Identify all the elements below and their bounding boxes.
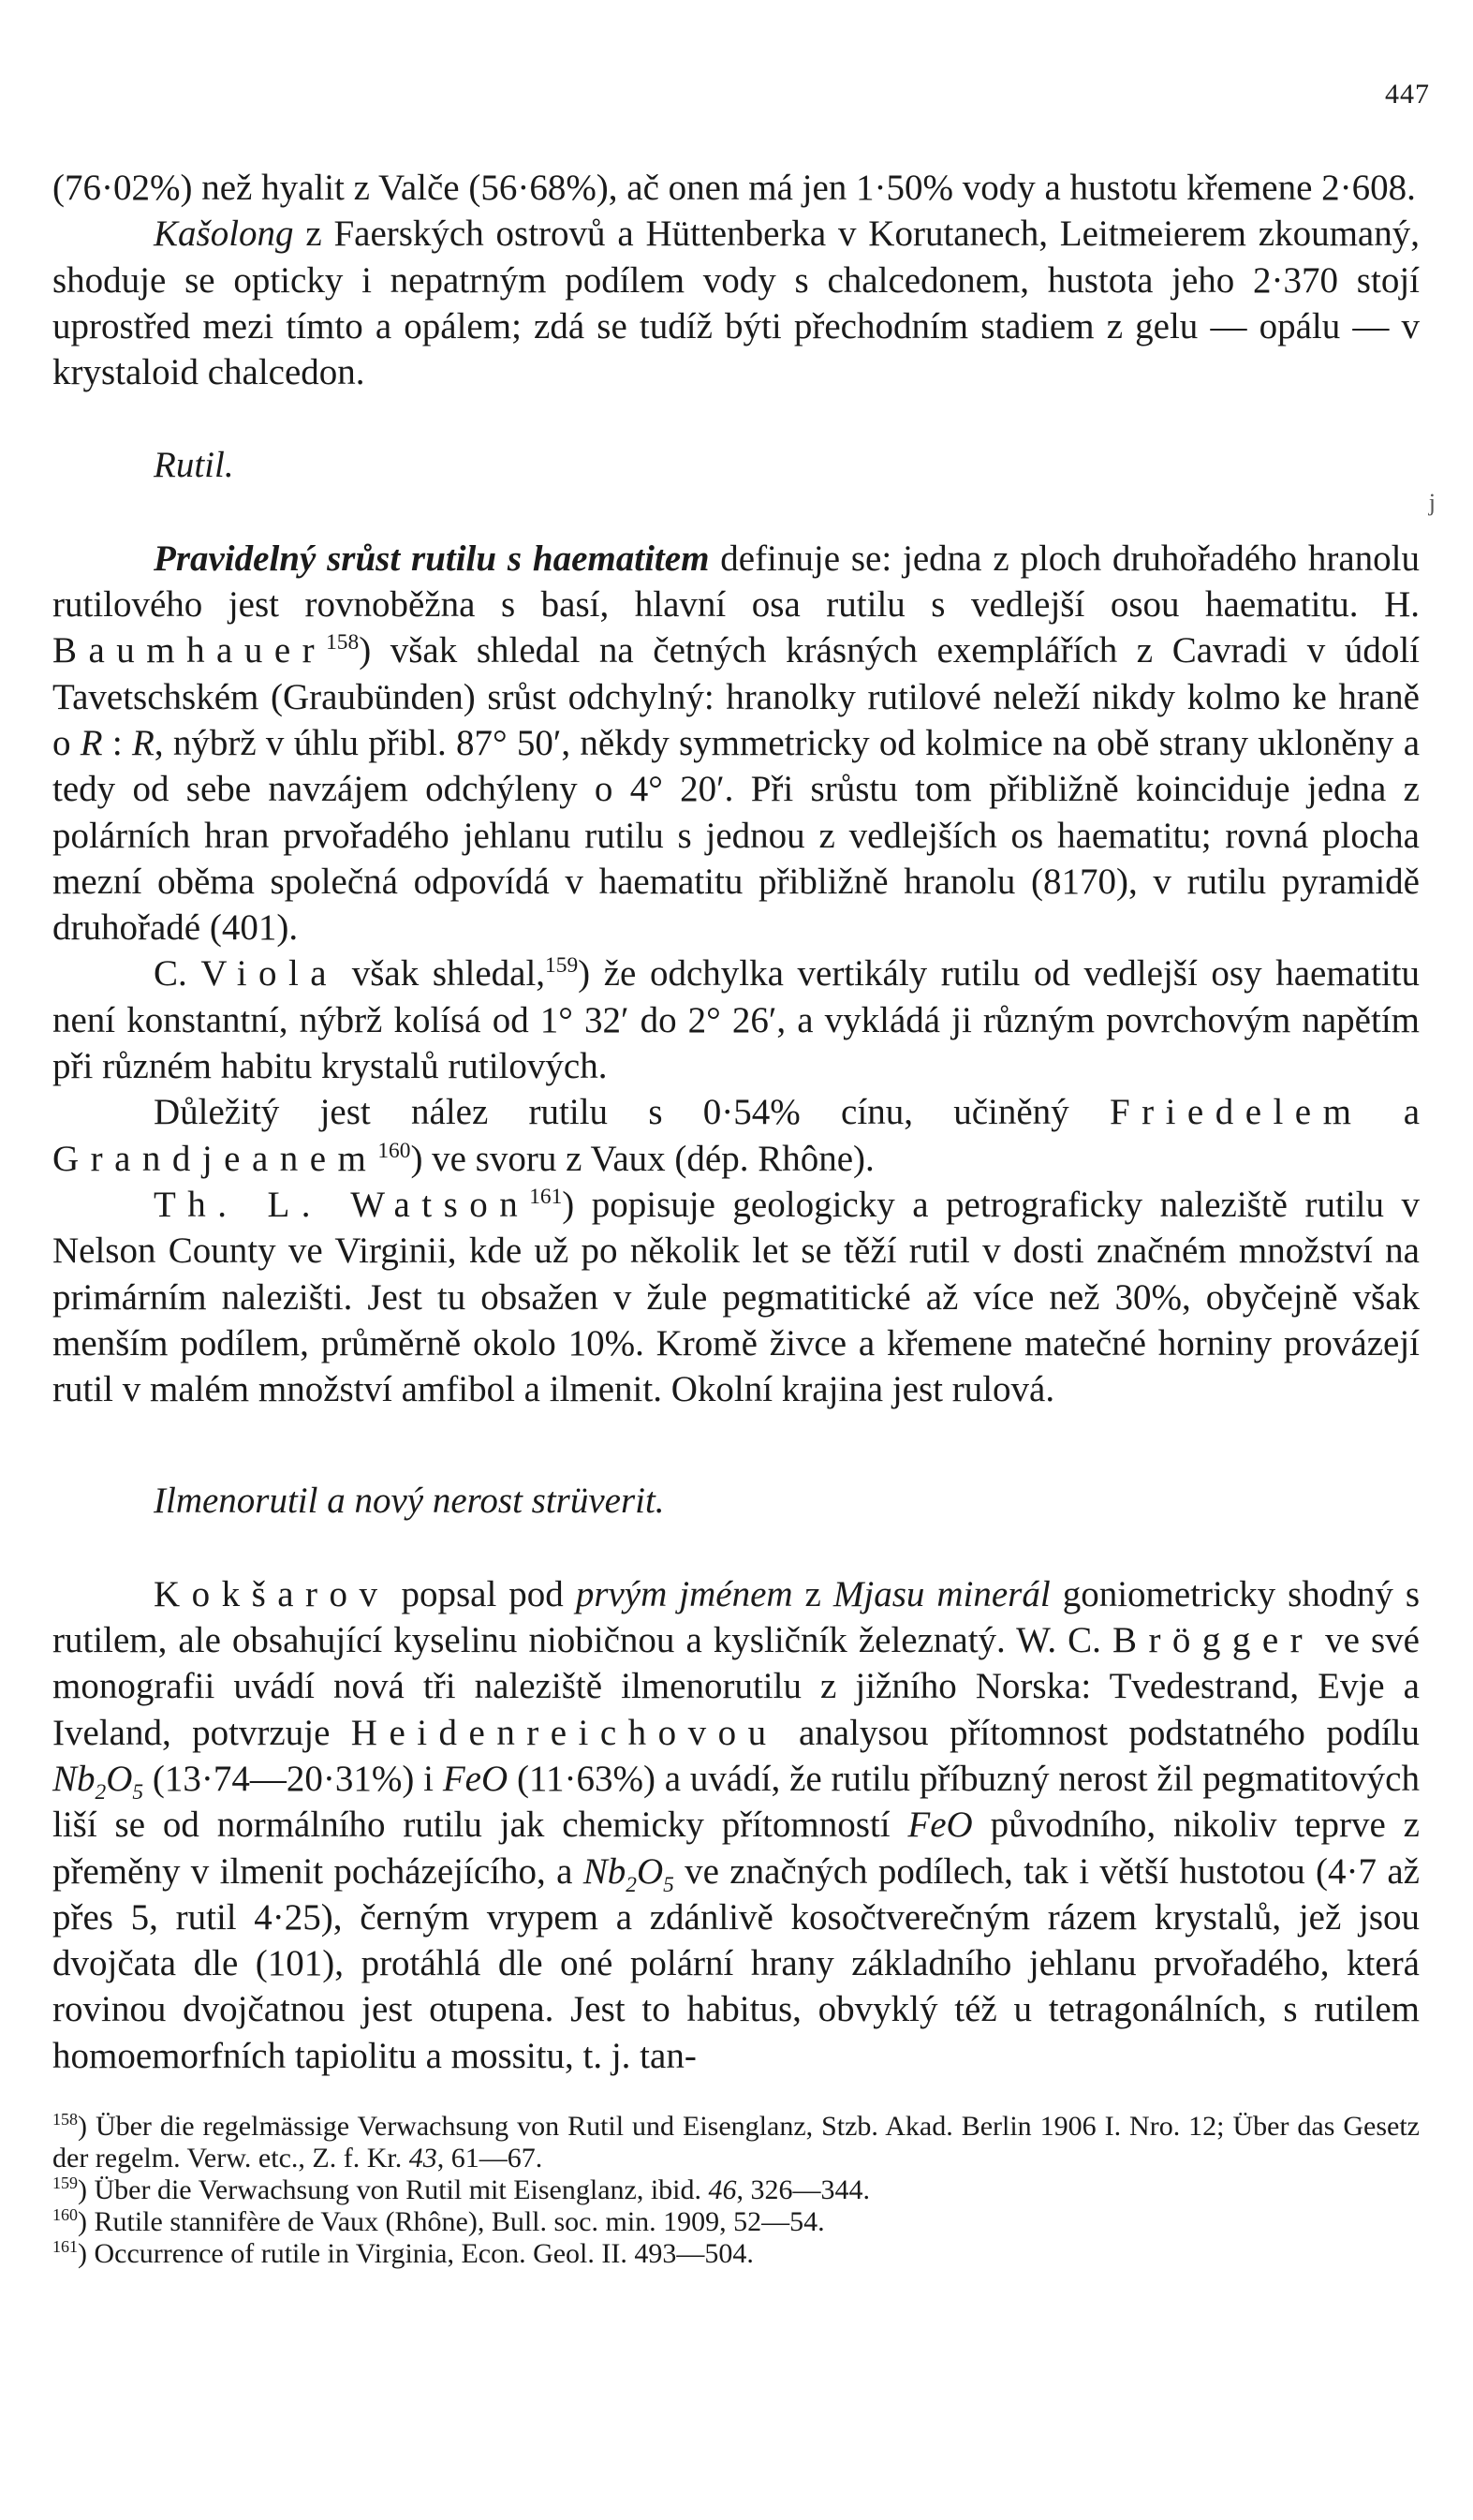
section-heading-rutil: Rutil. bbox=[154, 445, 234, 486]
spacer bbox=[52, 1525, 1420, 1571]
ilmenorutil-paragraph: Kokšarov popsal pod prvým jménem z Mjasu minerál goniometricky shodný s rutilem, ale obsahující kyselinu niobičnou a kysličník železnatý. W. C. Brögger ve své monografii uvádí nová tři naleziště ilmenorutilu z jižního Norska: Tvedestrand, Evje a Iveland, potvrzuje Heidenreichovou analysou přítomnost podstatného podílu $Nb_2O_5$ (13·74—20·31%) i FeO (11·63%) a uvádí, že rutilu příbuzný nerost žil pegmatitových liší se od normálního rutilu jak chemicky přítomností FeO původního, nikoliv teprve z přeměny v ilmenit pocházejícího, a $Nb_2O_5$ ve značných podílech, tak i větší hustotou (4·7 až přes 5, rutil 4·25), černým vrypem a zdánlivě kosočtverečným rázem krystalů, jež jsou dvojčata dle (101), protáhlá dle oné polární hrany základního jehlanu prvořadého, která rovinou dvojčatnou jest otupena. Jest to habitus, obvyklý též u tetragonálních, s rutilem homoemorfních tapiolitu a mossitu, t. j. tan- bbox=[52, 1573, 1421, 2076]
footnote-161: $^{161}$) Occurrence of rutile in Virginia, Econ. Geol. II. 493—504. bbox=[52, 2236, 754, 2269]
side-mark: j bbox=[1428, 489, 1436, 516]
footnote-160: $^{160}$) Rutile stannifère de Vaux (Rhône), Bull. soc. min. 1909, 52—54. bbox=[52, 2204, 825, 2237]
author-grandjean: Grandjeanem bbox=[52, 1138, 378, 1179]
author-koksarov: Kokšarov bbox=[154, 1573, 390, 1614]
author-friedel: Friedelem bbox=[1109, 1092, 1363, 1133]
footnote-ref: 161 bbox=[529, 1184, 563, 1209]
formula-nb2o5: $Nb_2O_5$ bbox=[52, 1758, 144, 1805]
main-text bbox=[52, 165, 1420, 2270]
intro-paragraph: (76·02%) než hyalit z Valče (56·68%), ač onen má jen 1·50% vody a hustotu křemene 2·608. bbox=[52, 168, 1416, 208]
footnote-ref: 159 bbox=[545, 953, 579, 979]
spacer bbox=[52, 1412, 1420, 1478]
rutil-paragraph-2: C. Viola však shledal,$^{159}$) že odchylka vertikály rutilu od vedlejší osy haematitu není konstantní, nýbrž kolísá od 1° 32′ do 2° 26′, a vykládá ji různým povrchovým napětím při různém habitu krystalů rutilových. bbox=[52, 953, 1420, 1087]
rutil-paragraph-3: Důležitý jest nález rutilu s 0·54% cínu, učiněný Friedelem a Grandjeanem$^{160}$) ve svoru z Vaux (dép. Rhône). bbox=[52, 1092, 1420, 1179]
author-baumhauer: Baumhauer bbox=[52, 630, 327, 671]
author-brogger: Brögger bbox=[1112, 1620, 1315, 1661]
spacer bbox=[52, 395, 1420, 442]
rutil-paragraph-4: Th. L. Watson$^{161}$) popisuje geologicky a petrograficky naleziště rutilu v Nelson County ve Virginii, kde už po několik let se těží rutil v dosti značném množství na primárním nalezišti. Jest tu obsažen v žule pegmatitické až více než 30%, obyčejně však menším podílem, průměrně okolo 10%. Kromě živce a křemene matečné horniny provázejí rutil v malém množství amfibol a ilmenit. Okolní krajina jest rulová. bbox=[52, 1184, 1420, 1410]
rutil-term: Pravidelný srůst rutilu s haematitem bbox=[154, 538, 710, 579]
footnote-158: $^{158}$) Über die regelmässige Verwachsung von Rutil und Eisenglanz, Stzb. Akad. Berlin 1906 I. Nro. 12; Über das Gesetz der regelm. Verw. etc., Z. f. Kr. 43, 61—67. bbox=[52, 2109, 1420, 2174]
rutil-paragraph-1: Pravidelný srůst rutilu s haematitem definuje se: jedna z ploch druhořadého hranolu rutilového jest rovnoběžna s basí, hlavní osa rutilu s vedlejší osou haematitu. H. Baumhauer$^{158}$) však shledal na četných krásných exemplářích z Cavradi v údolí Tavetschském (Graubünden) srůst odchylný: hranolky rutilové neleží nikdy kolmo ke hraně o R : R, nýbrž v úhlu přibl. 87° 50′, někdy symmetricky od kolmice na obě strany ukloněny a tedy od sebe navzájem odchýleny o 4° 20′. Při srůstu tom přibližně koinciduje jedna z polárních hran prvořadého jehlanu rutilu s jednou z vedlejších os haematitu; rovná plocha mezní oběma společná odpovídá v haematitu přibližně hranolu (8170), v rutilu pyramidě druhořadé (401). bbox=[52, 538, 1421, 949]
author-watson: Th. L. Watson bbox=[154, 1184, 530, 1225]
author-viola: Viola bbox=[200, 953, 339, 995]
spacer bbox=[52, 489, 1420, 536]
kasolong-term: Kašolong bbox=[154, 214, 294, 255]
footnote-159: $^{159}$) Über die Verwachsung von Rutil mit Eisenglanz, ibid. 46, 326—344. bbox=[52, 2173, 870, 2205]
formula-nb2o5: $Nb_2O_5$ bbox=[582, 1850, 674, 1897]
formula-feo: FeO bbox=[907, 1805, 973, 1846]
formula-feo: FeO bbox=[442, 1758, 508, 1799]
page-number: 447 bbox=[1385, 79, 1430, 110]
author-heidenreich: Heidenreichovou bbox=[350, 1712, 778, 1753]
footnotes bbox=[52, 2111, 1420, 2270]
section-heading-ilmenorutil: Ilmenorutil a nový nerost strüverit. bbox=[154, 1481, 665, 1522]
footnote-separator bbox=[52, 2079, 1420, 2111]
footnote-ref: 160 bbox=[377, 1138, 411, 1163]
footnote-ref: 158 bbox=[326, 630, 360, 656]
kasolong-paragraph: Kašolong z Faerských ostrovů a Hüttenberka v Korutanech, Leitmeierem zkoumaný, shoduje se opticky i nepatrným podílem vody s chalcedonem, hustota jeho 2·370 stojí uprostřed mezi tímto a opálem; zdá se tudíž býti přechodním stadiem z gelu — opálu — v krystaloid chalcedon. bbox=[52, 214, 1420, 393]
